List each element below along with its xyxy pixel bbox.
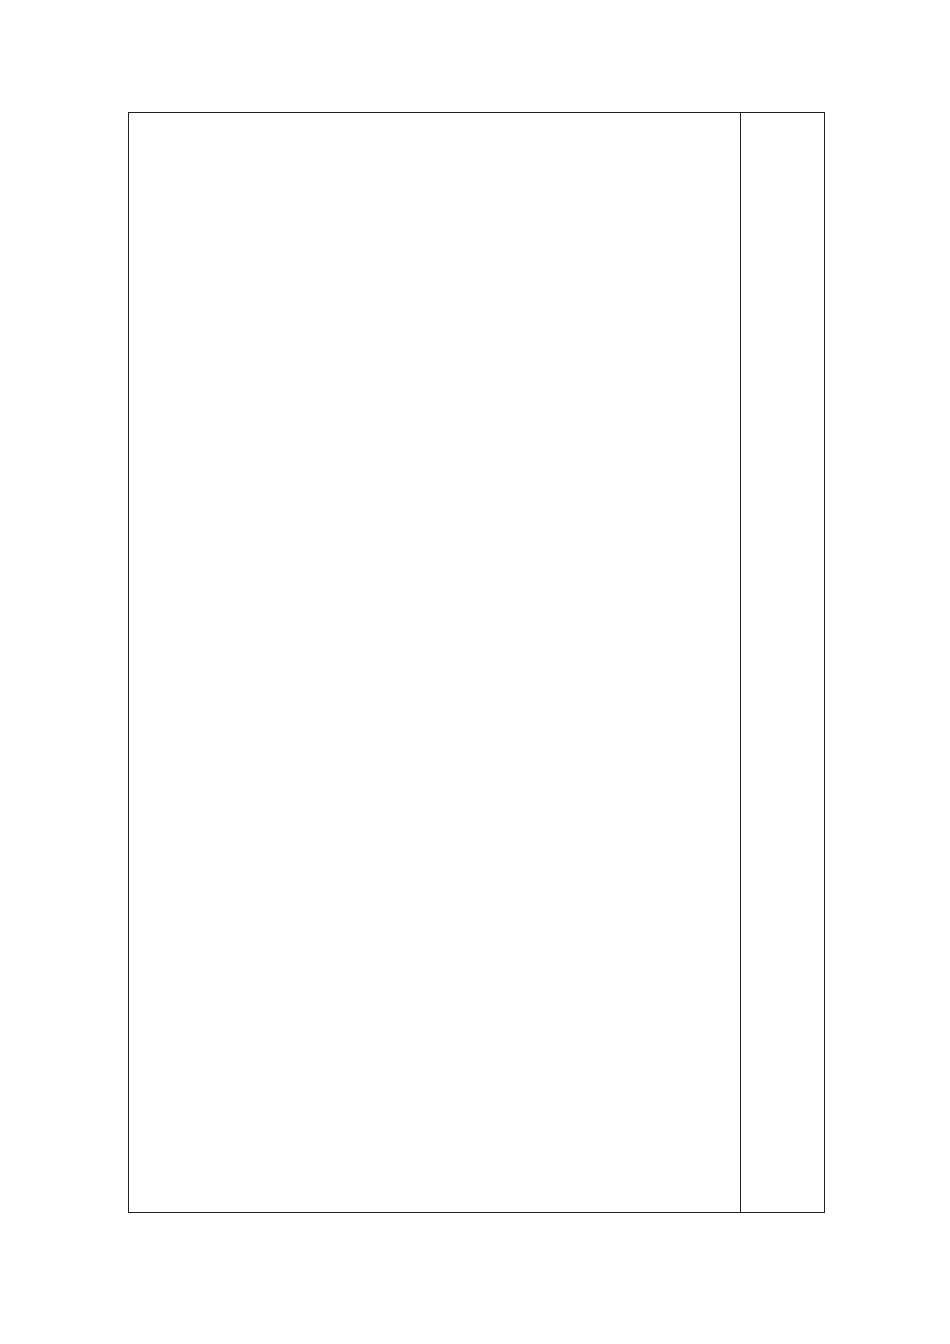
content-table — [128, 112, 825, 1213]
column-divider — [740, 113, 741, 1212]
